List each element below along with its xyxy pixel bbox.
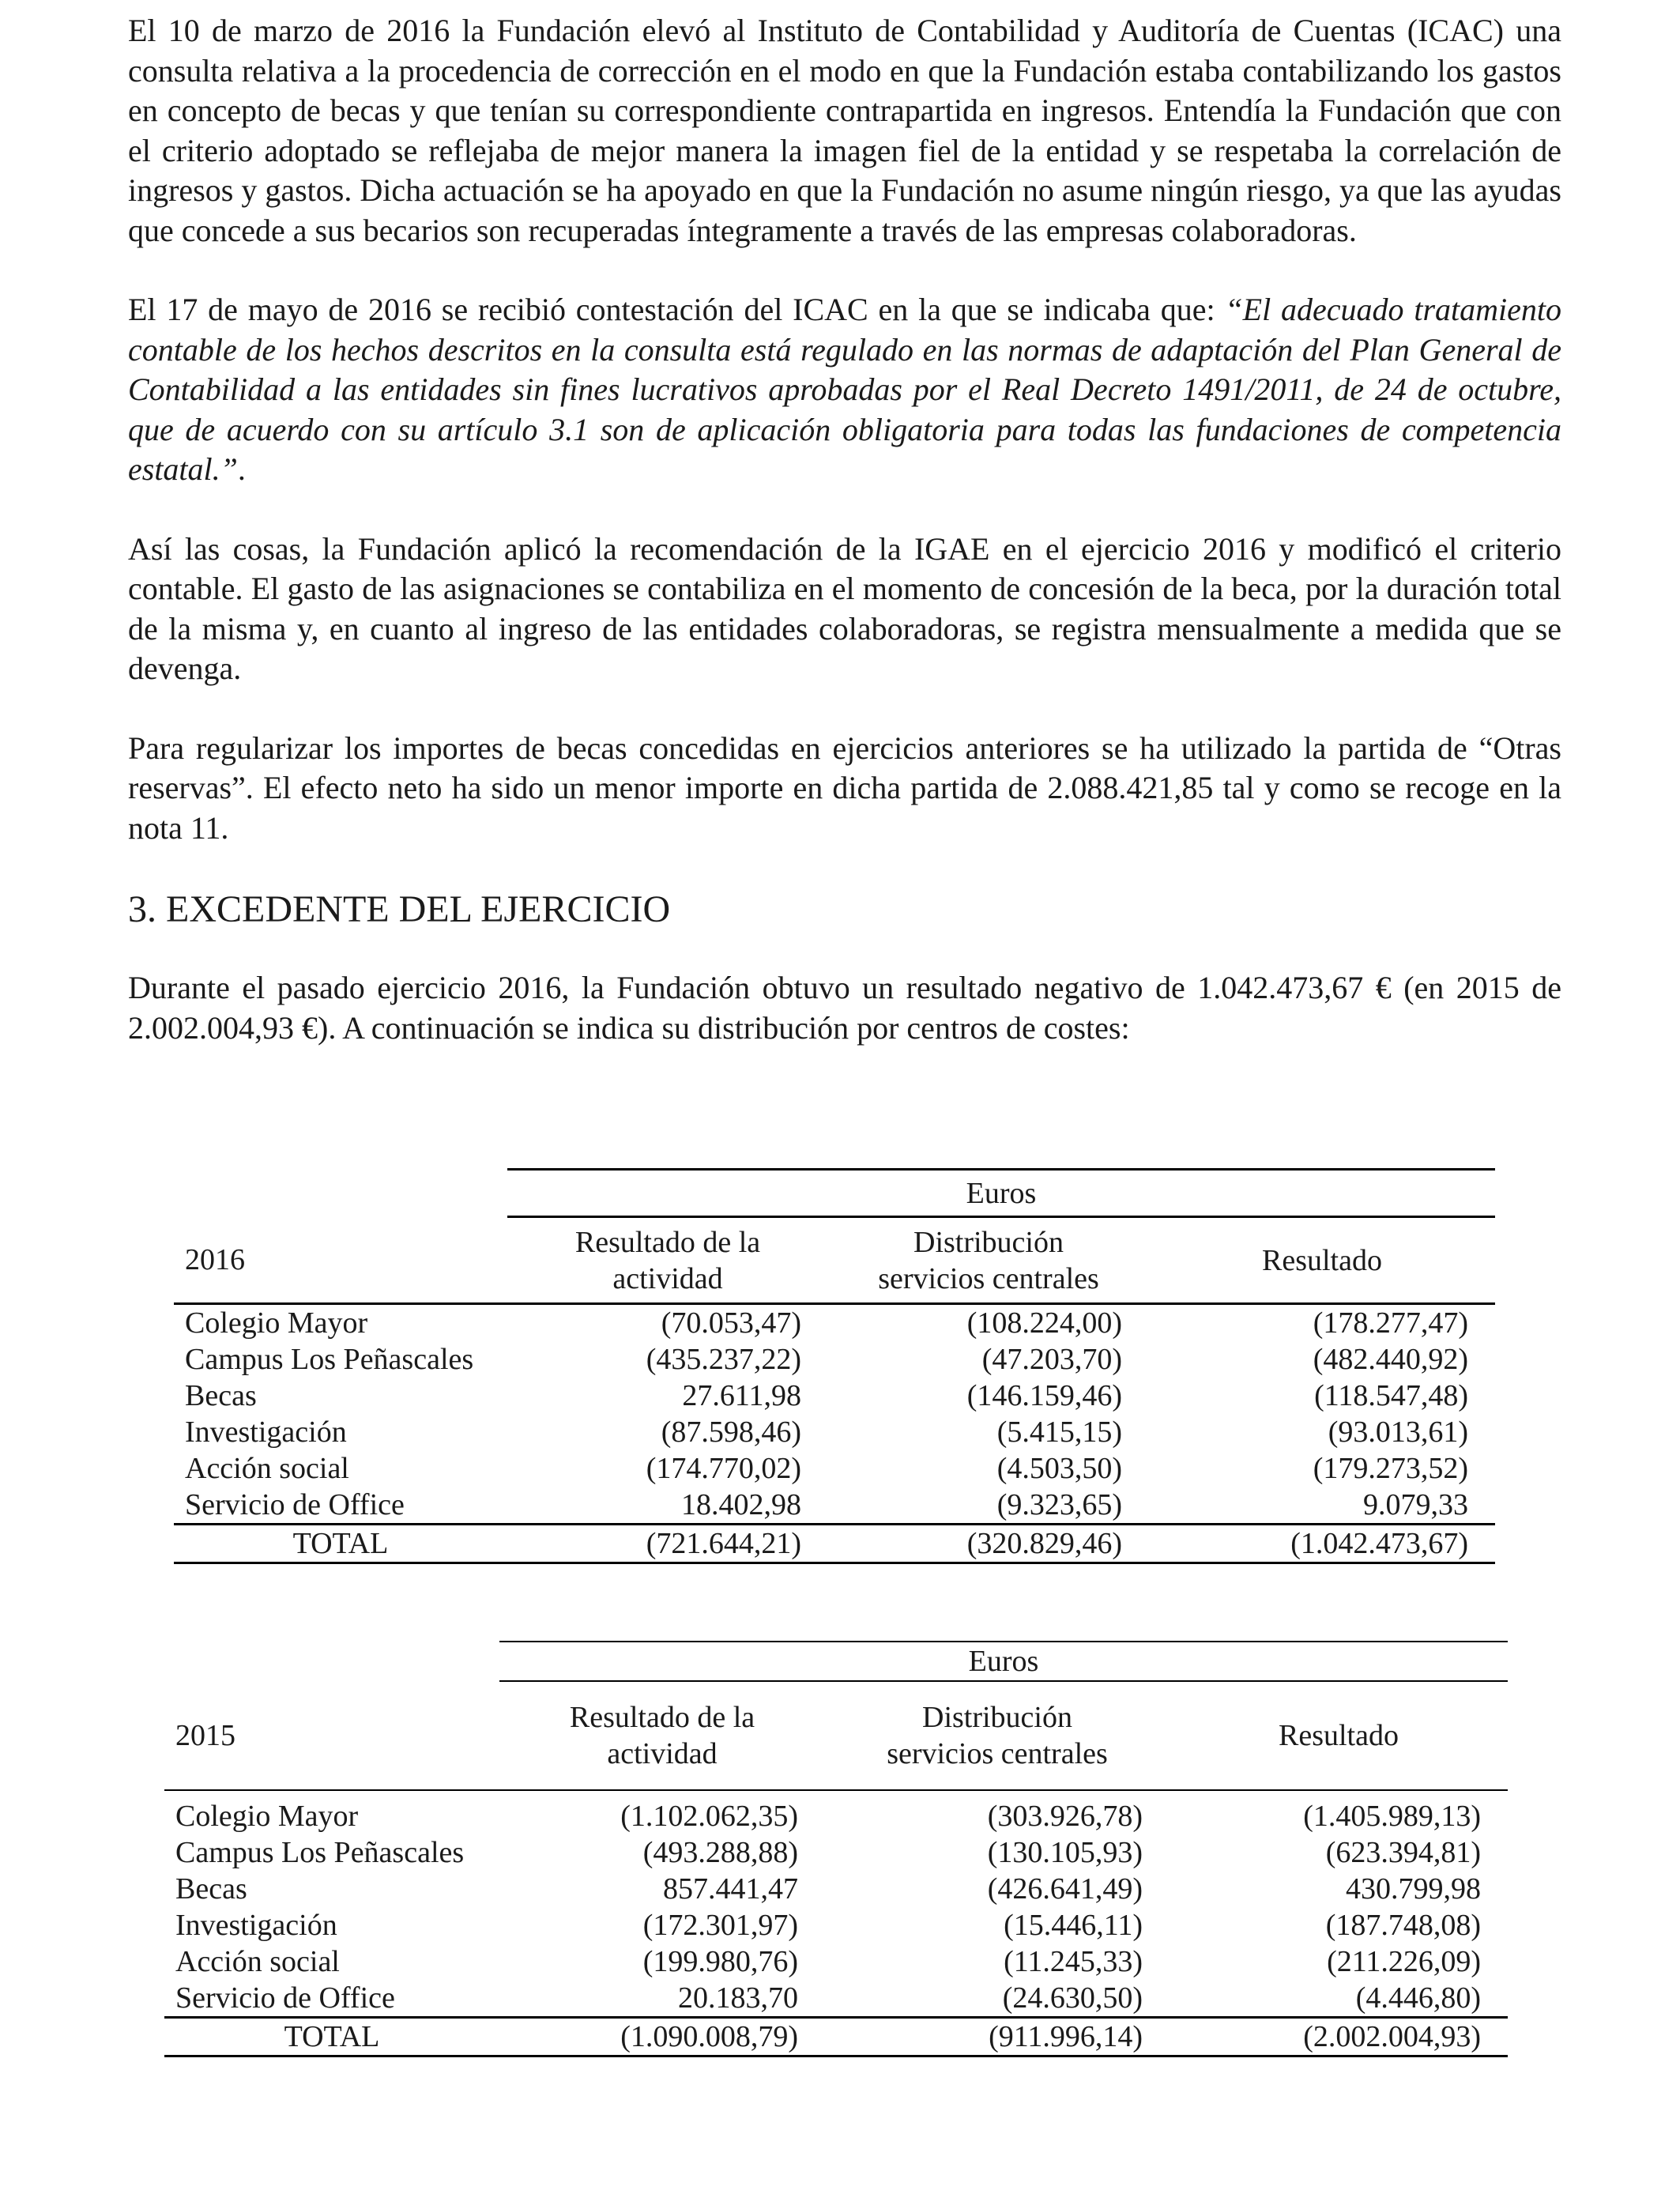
row-value: (493.288,88) xyxy=(642,1836,798,1869)
paragraph-icac-respuesta-end: . xyxy=(237,451,246,487)
row-value: (1.405.989,13) xyxy=(1303,1800,1481,1833)
total-value: (320.829,46) xyxy=(828,1525,1149,1563)
col-header-line: servicios centrales xyxy=(878,1261,1099,1295)
table-row xyxy=(164,1980,1508,2018)
row-value: 20.183,70 xyxy=(678,1981,798,2015)
row-label: Servicio de Office xyxy=(175,1981,395,2015)
table-body-2015 xyxy=(164,1790,1508,2018)
col-resultado-actividad-2016 xyxy=(507,1217,828,1304)
paragraph-criterio-contable: Así las cosas, la Fundación aplicó la recomendación de la IGAE en el ejercicio 2016 y modificó el criterio contable. El gasto de las asignaciones se contabiliza en el momento de concesión de la beca, por la duración total de la misma y, en cuanto al ingreso de las entidades colaboradoras, se registra mensualmente a medida que se devenga. xyxy=(128,530,1561,686)
row-label: Campus Los Peñascales xyxy=(175,1836,465,1869)
row-value: (426.641,49) xyxy=(987,1872,1143,1906)
row-value: 430.799,98 xyxy=(1346,1872,1481,1906)
row-value: (87.598,46) xyxy=(661,1416,801,1449)
row-value: (4.446,80) xyxy=(1355,1981,1481,2015)
col-header-line: actividad xyxy=(607,1737,718,1770)
row-value: (178.277,47) xyxy=(1313,1306,1468,1340)
table-row xyxy=(174,1341,1495,1378)
section-intro: Durante el pasado ejercicio 2016, la Fundación obtuvo un resultado negativo de 1.042.473,67 € (en 2015 de 2.002.004,93 €). A continuación se indica su distribución por centros de costes: xyxy=(128,970,1561,1046)
year-label-2016: 2016 xyxy=(185,1242,245,1276)
total-value: (2.002.004,93) xyxy=(1170,2018,1508,2056)
row-value: (5.415,15) xyxy=(996,1416,1122,1449)
paragraph-icac-respuesta-intro: El 17 de mayo de 2016 se recibió contestación del ICAC en la que se indicaba que: xyxy=(128,292,1226,327)
row-value: (199.980,76) xyxy=(642,1945,798,1978)
row-value: (15.446,11) xyxy=(1004,1909,1143,1942)
table-row xyxy=(174,1304,1495,1342)
row-value: (211.226,09) xyxy=(1327,1945,1481,1978)
row-value: (172.301,97) xyxy=(642,1909,798,1942)
row-value: (303.926,78) xyxy=(987,1800,1143,1833)
total-value: (1.090.008,79) xyxy=(499,2018,825,2056)
col-distribucion-2016 xyxy=(828,1217,1149,1304)
row-value: (435.237,22) xyxy=(646,1343,801,1376)
row-value: (482.440,92) xyxy=(1313,1343,1468,1376)
total-label: TOTAL xyxy=(164,2018,499,2056)
row-value: (179.273,52) xyxy=(1313,1452,1468,1485)
row-value: (623.394,81) xyxy=(1325,1836,1481,1869)
table-row xyxy=(174,1487,1495,1525)
col-header-line: Resultado de la xyxy=(569,1701,755,1734)
row-value: (11.245,33) xyxy=(1004,1945,1143,1978)
col-resultado-2016: Resultado xyxy=(1262,1243,1382,1277)
total-row-2015 xyxy=(164,2018,1508,2056)
euros-header-2016: Euros xyxy=(507,1170,1495,1217)
table-body-2016 xyxy=(174,1304,1495,1525)
table-2016 xyxy=(174,1168,1495,1564)
table-row xyxy=(164,1834,1508,1871)
row-label: Campus Los Peñascales xyxy=(185,1343,474,1376)
table-row xyxy=(174,1378,1495,1414)
col-header-line: Distribución xyxy=(913,1225,1064,1259)
table-row xyxy=(174,1414,1495,1450)
col-distribucion-2015 xyxy=(825,1681,1170,1790)
row-label: Servicio de Office xyxy=(185,1488,405,1521)
row-value: (130.105,93) xyxy=(987,1836,1143,1869)
row-value: 18.402,98 xyxy=(681,1488,801,1521)
table-row xyxy=(164,1871,1508,1907)
row-value: (9.323,65) xyxy=(996,1488,1122,1521)
row-label: Acción social xyxy=(175,1945,340,1978)
row-value: (93.013,61) xyxy=(1328,1416,1468,1449)
row-value: (174.770,02) xyxy=(646,1452,801,1485)
table-row xyxy=(164,1907,1508,1943)
total-label: TOTAL xyxy=(174,1525,507,1563)
col-header-line: servicios centrales xyxy=(887,1737,1108,1770)
paragraph-otras-reservas: Para regularizar los importes de becas concedidas en ejercicios anteriores se ha utilizado la partida de “Otras reservas”. El efecto neto ha sido un menor importe en dicha partida de 2.088.421,85 tal y como se recoge en la nota 11. xyxy=(128,729,1561,846)
section-title: 3. EXCEDENTE DEL EJERCICIO xyxy=(128,888,671,930)
row-value: (70.053,47) xyxy=(661,1306,801,1340)
row-label: Investigación xyxy=(175,1909,337,1942)
row-value: 27.611,98 xyxy=(682,1379,801,1412)
row-value: (1.102.062,35) xyxy=(620,1800,798,1833)
icac-quote: “El adecuado tratamiento contable de los hechos descritos en la consulta está regulado en las normas de adaptación del Plan General de Contabilidad a las entidades sin fines lucrativos aprobadas por el Real Decreto 1491/2011, de 24 de octubre, que de acuerdo con su artículo 3.1 son de aplicación obligatoria para todas las fundaciones de competencia estatal.” xyxy=(128,292,1561,487)
table-row xyxy=(174,1450,1495,1487)
year-label-2015: 2015 xyxy=(175,1718,235,1752)
total-value: (1.042.473,67) xyxy=(1149,1525,1495,1563)
row-label: Acción social xyxy=(185,1452,349,1485)
col-header-line: actividad xyxy=(612,1261,723,1295)
total-value: (911.996,14) xyxy=(825,2018,1170,2056)
row-value: (4.503,50) xyxy=(996,1452,1122,1485)
table-row xyxy=(164,1790,1508,1834)
row-value: 857.441,47 xyxy=(663,1872,798,1906)
col-header-line: Resultado de la xyxy=(574,1225,761,1259)
table-row xyxy=(164,1943,1508,1980)
table-2015 xyxy=(164,1641,1508,2057)
euros-header-2015: Euros xyxy=(499,1642,1508,1681)
row-value: 9.079,33 xyxy=(1363,1488,1468,1521)
paragraph-icac-respuesta xyxy=(128,290,1561,490)
row-value: (47.203,70) xyxy=(981,1343,1122,1376)
row-value: (108.224,00) xyxy=(966,1306,1122,1340)
row-label: Colegio Mayor xyxy=(175,1800,359,1833)
row-label: Investigación xyxy=(185,1416,347,1449)
row-value: (118.547,48) xyxy=(1314,1379,1468,1412)
row-value: (146.159,46) xyxy=(966,1379,1122,1412)
total-row-2016 xyxy=(174,1525,1495,1563)
row-label: Becas xyxy=(185,1379,257,1412)
row-value: (24.630,50) xyxy=(1002,1981,1143,2015)
document-page xyxy=(128,11,1561,1048)
row-label: Colegio Mayor xyxy=(185,1306,368,1340)
col-resultado-2015: Resultado xyxy=(1279,1719,1399,1752)
col-resultado-actividad-2015 xyxy=(499,1681,825,1790)
paragraph-icac-consulta: El 10 de marzo de 2016 la Fundación elevó al Instituto de Contabilidad y Auditoría de Cuentas (ICAC) una consulta relativa a la procedencia de corrección en el modo en que la Fundación estaba contabilizando los gastos en concepto de becas y que tenían su correspondiente contrapartida en ingresos. Entendía la Fundación que con el criterio adoptado se reflejaba de mejor manera la imagen fiel de la entidad y se respetaba la correlación de ingresos y gastos. Dicha actuación se ha apoyado en que la Fundación no asume ningún riesgo, ya que las ayudas que concede a sus becarios son recuperadas íntegramente a través de las empresas colaboradoras. xyxy=(128,13,1561,248)
total-value: (721.644,21) xyxy=(507,1525,828,1563)
row-label: Becas xyxy=(175,1872,247,1906)
row-value: (187.748,08) xyxy=(1325,1909,1481,1942)
col-header-line: Distribución xyxy=(922,1701,1072,1734)
